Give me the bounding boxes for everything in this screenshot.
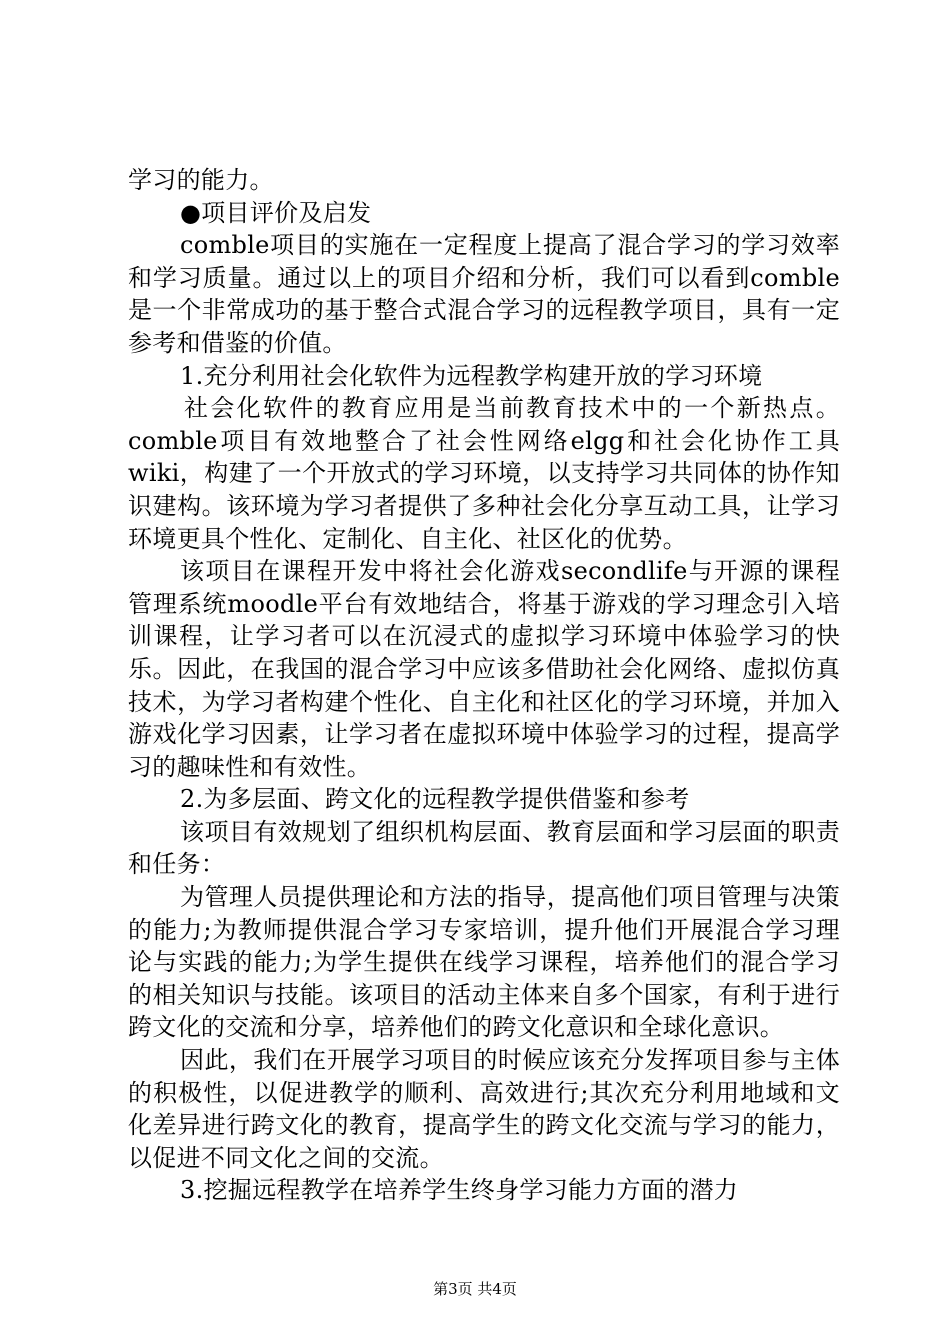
paragraph-5: 社会化软件的教育应用是当前教育技术中的一个新热点。comble项目有效地整合了社会性网络elgg和社会化协作工具wiki，构建了一个开放式的学习环境，以支持学习共同体的协作知识建构。该环境为学习者提供了多种社会化分享互动工具，让学习环境更具个性化、定制化、自主化、社区化的优势。 [128, 394, 840, 553]
paragraph-9: 为管理人员提供理论和方法的指导，提高他们项目管理与决策的能力;为教师提供混合学习专家培训，提升他们开展混合学习理论与实践的能力;为学生提供在线学习课程，培养他们的混合学习的相关知识与技能。该项目的活动主体来自多个国家，有利于进行跨文化的交流和分享，培养他们的跨文化意识和全球化意识。 [128, 883, 840, 1042]
paragraph-3: comble项目的实施在一定程度上提高了混合学习的学习效率和学习质量。通过以上的项目介绍和分析，我们可以看到comble是一个非常成功的基于整合式混合学习的远程教学项目，具有一定参考和借鉴的价值。 [128, 231, 840, 357]
page-footer: 第3页 共4页 [433, 1280, 517, 1298]
paragraph-8: 该项目有效规划了组织机构层面、教育层面和学习层面的职责和任务： [128, 817, 840, 879]
subheading-2: 2.为多层面、跨文化的远程教学提供借鉴和参考 [180, 785, 690, 814]
section-heading-evaluation: ●项目评价及启发 [180, 198, 372, 227]
document-body [128, 164, 840, 1207]
paragraph-1: 学习的能力。 [128, 166, 274, 194]
paragraph-6: 该项目在课程开发中将社会化游戏secondlife与开源的课程管理系统moodle平台有效地结合，将基于游戏的学习理念引入培训课程，让学习者可以在沉浸式的虚拟学习环境中体验学习的快乐。因此，在我国的混合学习中应该多借助社会化网络、虚拟仿真技术，为学习者构建个性化、自主化和社区化的学习环境，并加入游戏化学习因素，让学习者在虚拟环境中体验学习的过程，提高学习的趣味性和有效性。 [128, 557, 840, 781]
subheading-3: 3.挖掘远程教学在培养学生终身学习能力方面的潜力 [180, 1176, 739, 1205]
paragraph-10: 因此，我们在开展学习项目的时候应该充分发挥项目参与主体的积极性，以促进教学的顺利、高效进行;其次充分利用地域和文化差异进行跨文化的教育，提高学生的跨文化交流与学习的能力，以促进不同文化之间的交流。 [128, 1046, 840, 1172]
subheading-1: 1.充分利用社会化软件为远程教学构建开放的学习环境 [180, 361, 763, 390]
